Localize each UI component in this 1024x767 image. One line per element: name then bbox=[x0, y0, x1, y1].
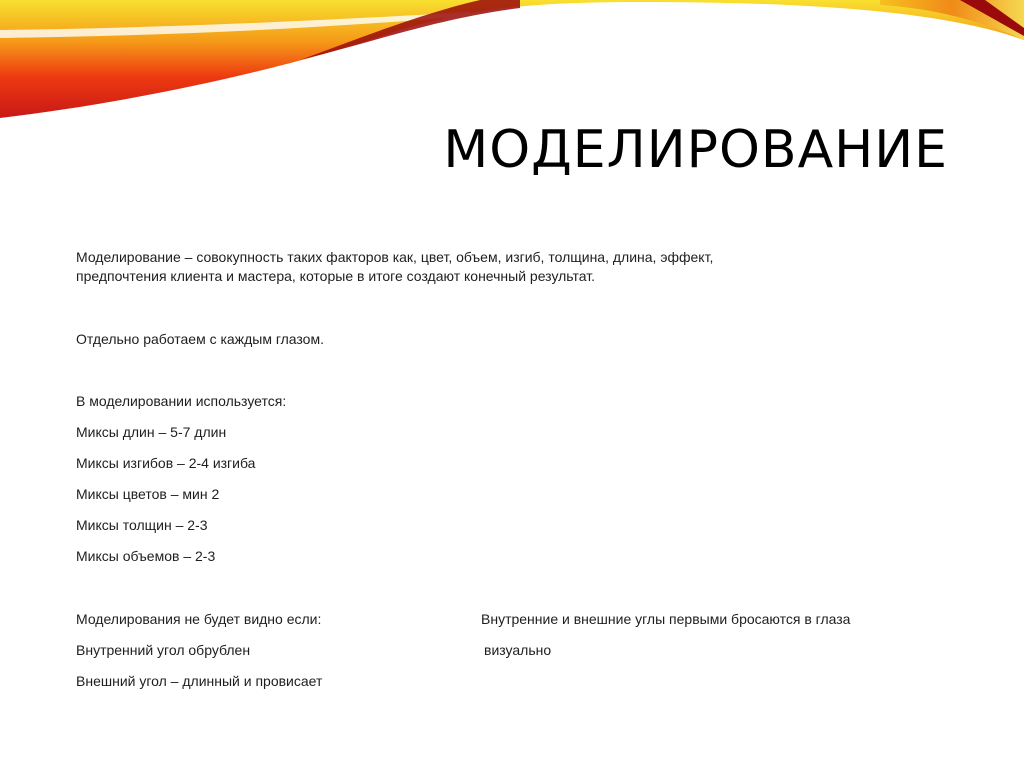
list-item: Миксы цветов – мин 2 bbox=[76, 486, 220, 502]
corners-note-line-1: Внутренние и внешние углы первыми бросаются в глаза bbox=[481, 611, 851, 627]
used-heading: В моделировании используется: bbox=[76, 393, 287, 409]
page-title: МОДЕЛИРОВАНИЕ bbox=[443, 120, 948, 180]
list-item: Миксы изгибов – 2-4 изгиба bbox=[76, 455, 256, 471]
list-item: Миксы длин – 5-7 длин bbox=[76, 424, 227, 440]
list-item: Внешний угол – длинный и провисает bbox=[76, 673, 323, 689]
list-item: Миксы толщин – 2-3 bbox=[76, 517, 208, 533]
corners-note-line-2: визуально bbox=[484, 642, 552, 658]
decorative-swoosh-banner bbox=[0, 0, 1024, 130]
list-item: Миксы объемов – 2-3 bbox=[76, 548, 216, 564]
not-visible-heading: Моделирования не будет видно если: bbox=[76, 611, 322, 627]
intro-line-2: предпочтения клиента и мастера, которые в итоге создают конечный результат. bbox=[76, 268, 595, 284]
intro-line-1: Моделирование – совокупность таких факторов как, цвет, объем, изгиб, толщина, длина, эффект, bbox=[76, 249, 714, 265]
list-item: Внутренний угол обрублен bbox=[76, 642, 251, 658]
separate-eyes-text: Отдельно работаем с каждым глазом. bbox=[76, 331, 324, 347]
